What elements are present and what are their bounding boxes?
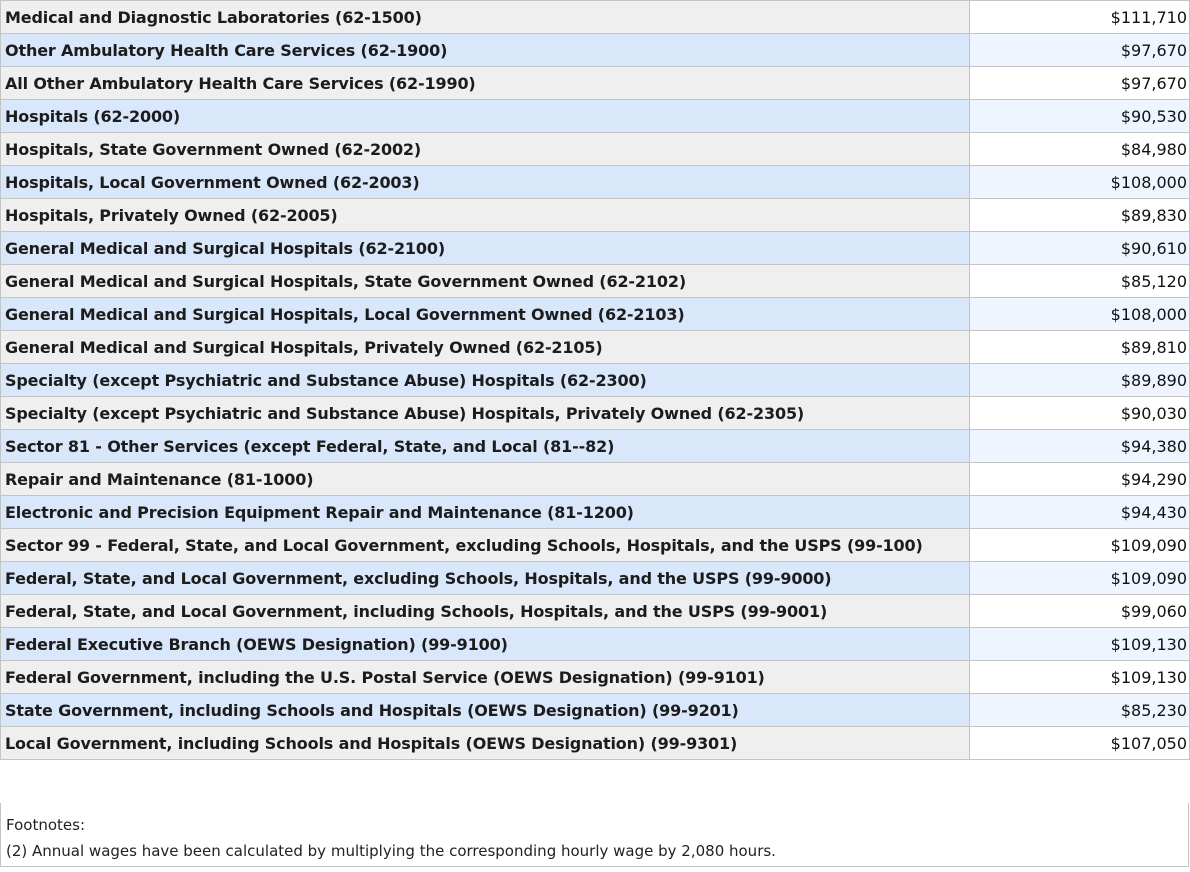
annual-wage-cell: $90,030: [970, 397, 1190, 430]
table-row: [1, 298, 1190, 331]
annual-wage-cell: $97,670: [970, 34, 1190, 67]
industry-cell: Federal Government, including the U.S. Postal Service (OEWS Designation) (99-9101): [1, 661, 970, 694]
annual-wage-cell: $85,230: [970, 694, 1190, 727]
table-row: [1, 100, 1190, 133]
industry-cell: Medical and Diagnostic Laboratories (62-1500): [1, 1, 970, 34]
industry-cell: Federal Executive Branch (OEWS Designation) (99-9100): [1, 628, 970, 661]
industry-cell: Hospitals, Privately Owned (62-2005): [1, 199, 970, 232]
table-row: [1, 496, 1190, 529]
annual-wage-cell: $108,000: [970, 298, 1190, 331]
industry-cell: Federal, State, and Local Government, including Schools, Hospitals, and the USPS (99-9001): [1, 595, 970, 628]
annual-wage-cell: $108,000: [970, 166, 1190, 199]
annual-wage-cell: $107,050: [970, 727, 1190, 760]
industry-cell: Repair and Maintenance (81-1000): [1, 463, 970, 496]
table-row: [1, 595, 1190, 628]
table-row: [1, 694, 1190, 727]
industry-cell: Electronic and Precision Equipment Repair and Maintenance (81-1200): [1, 496, 970, 529]
industry-cell: Specialty (except Psychiatric and Substance Abuse) Hospitals, Privately Owned (62-2305): [1, 397, 970, 430]
annual-wage-cell: $109,090: [970, 562, 1190, 595]
industry-cell: Federal, State, and Local Government, excluding Schools, Hospitals, and the USPS (99-9000): [1, 562, 970, 595]
footnotes-heading: Footnotes:: [6, 816, 85, 834]
table-row: [1, 199, 1190, 232]
table-row: [1, 628, 1190, 661]
table-row: [1, 133, 1190, 166]
industry-cell: Sector 99 - Federal, State, and Local Government, excluding Schools, Hospitals, and the USPS (99-100): [1, 529, 970, 562]
annual-wage-cell: $90,530: [970, 100, 1190, 133]
annual-wage-cell: $109,130: [970, 628, 1190, 661]
table-row: [1, 562, 1190, 595]
industry-cell: Local Government, including Schools and Hospitals (OEWS Designation) (99-9301): [1, 727, 970, 760]
annual-wage-cell: $94,380: [970, 430, 1190, 463]
industry-cell: Hospitals, State Government Owned (62-2002): [1, 133, 970, 166]
industry-cell: General Medical and Surgical Hospitals, Local Government Owned (62-2103): [1, 298, 970, 331]
table-row: [1, 529, 1190, 562]
industry-cell: Specialty (except Psychiatric and Substance Abuse) Hospitals (62-2300): [1, 364, 970, 397]
industry-cell: State Government, including Schools and Hospitals (OEWS Designation) (99-9201): [1, 694, 970, 727]
annual-wage-cell: $89,890: [970, 364, 1190, 397]
annual-wage-cell: $94,290: [970, 463, 1190, 496]
table-row: [1, 430, 1190, 463]
annual-wage-cell: $111,710: [970, 1, 1190, 34]
table-row: [1, 232, 1190, 265]
annual-wage-cell: $109,130: [970, 661, 1190, 694]
table-row: [1, 727, 1190, 760]
footnotes: [0, 803, 1189, 867]
table-row: [1, 265, 1190, 298]
table-row: [1, 661, 1190, 694]
table-row: [1, 331, 1190, 364]
table-row: [1, 1, 1190, 34]
annual-wage-cell: $90,610: [970, 232, 1190, 265]
industry-cell: General Medical and Surgical Hospitals (62-2100): [1, 232, 970, 265]
annual-wage-cell: $85,120: [970, 265, 1190, 298]
table-row: [1, 166, 1190, 199]
industry-cell: Sector 81 - Other Services (except Federal, State, and Local (81--82): [1, 430, 970, 463]
industry-cell: General Medical and Surgical Hospitals, State Government Owned (62-2102): [1, 265, 970, 298]
table-row: [1, 67, 1190, 100]
wage-table-body: [1, 1, 1190, 760]
industry-cell: Hospitals (62-2000): [1, 100, 970, 133]
annual-wage-cell: $109,090: [970, 529, 1190, 562]
table-row: [1, 463, 1190, 496]
table-row: [1, 397, 1190, 430]
annual-wage-cell: $89,810: [970, 331, 1190, 364]
annual-wage-cell: $99,060: [970, 595, 1190, 628]
industry-cell: Hospitals, Local Government Owned (62-2003): [1, 166, 970, 199]
industry-cell: General Medical and Surgical Hospitals, Privately Owned (62-2105): [1, 331, 970, 364]
table-row: [1, 34, 1190, 67]
annual-wage-cell: $84,980: [970, 133, 1190, 166]
footnote-annual-wages: (2) Annual wages have been calculated by multiplying the corresponding hourly wage by 2,080 hours.: [6, 842, 776, 860]
industry-cell: All Other Ambulatory Health Care Services (62-1990): [1, 67, 970, 100]
table-row: [1, 364, 1190, 397]
industry-cell: Other Ambulatory Health Care Services (62-1900): [1, 34, 970, 67]
annual-wage-cell: $89,830: [970, 199, 1190, 232]
annual-wage-cell: $97,670: [970, 67, 1190, 100]
annual-wage-cell: $94,430: [970, 496, 1190, 529]
